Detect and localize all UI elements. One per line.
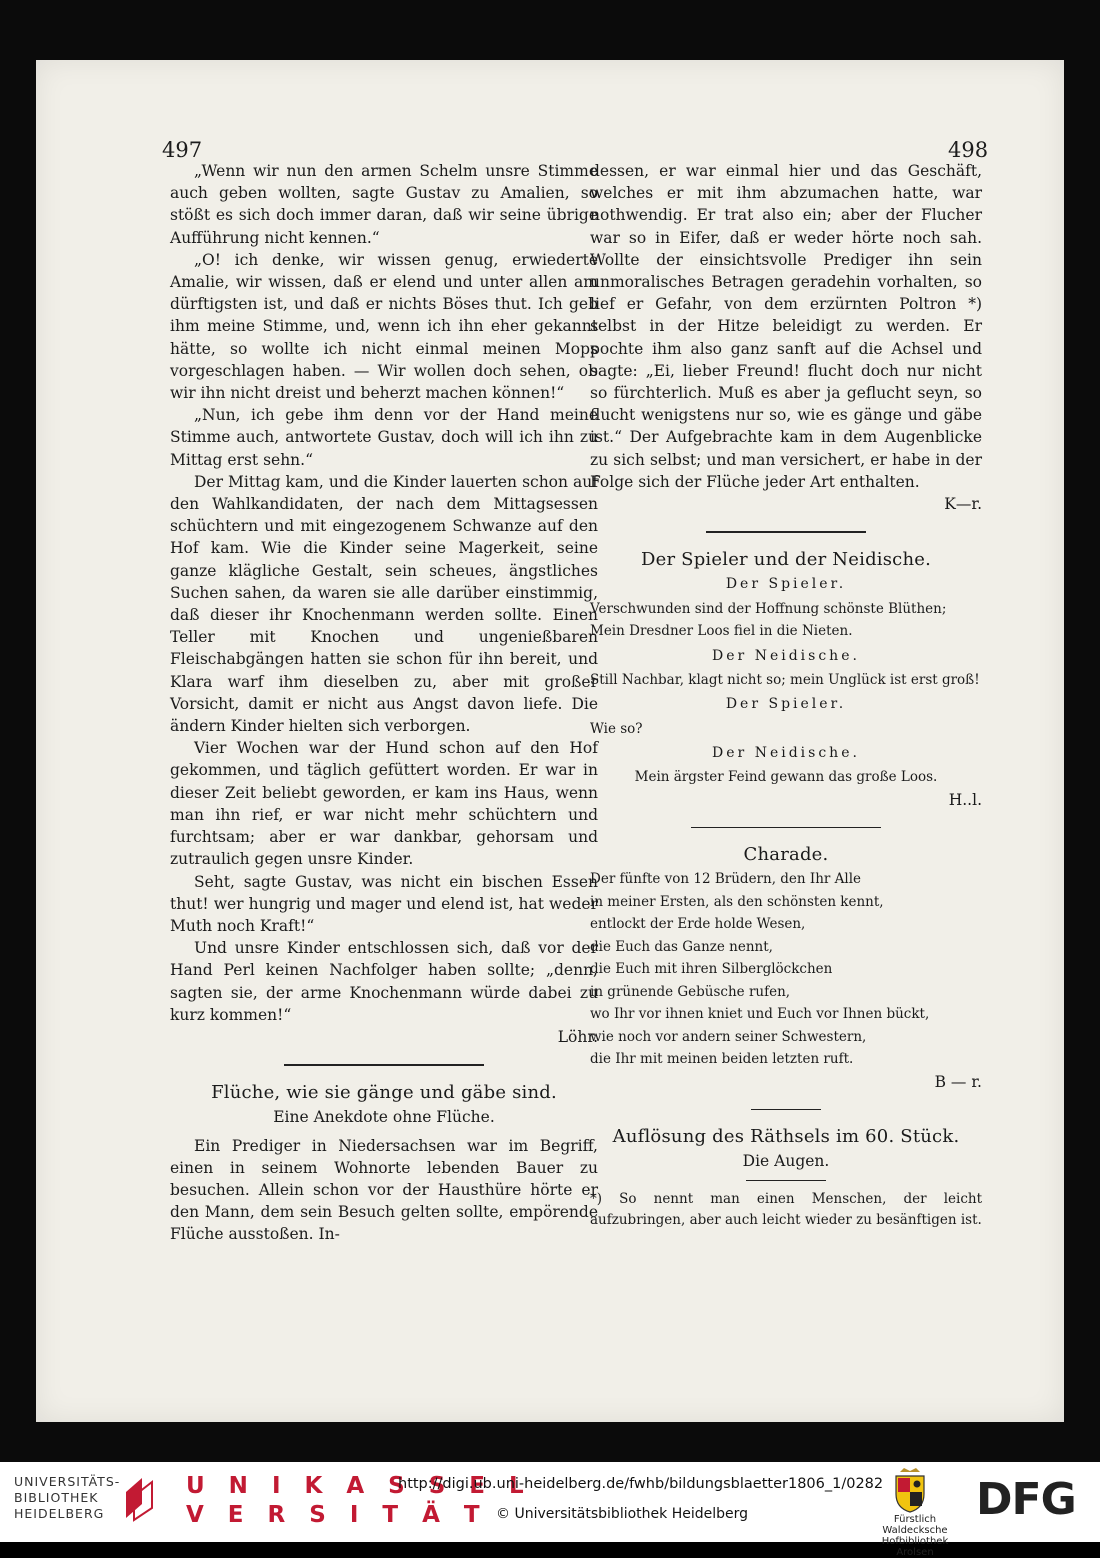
permalink-url[interactable]: http://digi.ub.uni-heidelberg.de/fwhb/bildungsblaetter1806_1/0282 xyxy=(398,1476,884,1492)
poem-line: in grünende Gebüsche rufen, xyxy=(590,983,791,1000)
arolsen-line: Hofbibliothek Arolsen xyxy=(881,1536,949,1558)
heidelberg-library-logo[interactable] xyxy=(14,1474,120,1522)
poem-line: Mein ärgster Feind gewann das große Loos. xyxy=(634,769,938,786)
section-subtitle: Eine Anekdote ohne Flüche. xyxy=(273,1108,495,1127)
poem-line: Der fünfte von 12 Brüdern, den Ihr Alle xyxy=(590,871,862,888)
arolsen-library-label xyxy=(862,1514,968,1558)
poem-line: die Ihr mit meinen beiden letzten ruft. xyxy=(590,1051,854,1068)
library-mark-icon xyxy=(122,1474,158,1522)
solution-answer: Die Augen. xyxy=(742,1152,830,1171)
author-signature: Löhr. xyxy=(557,1027,598,1046)
speaker-label: Der Spieler. xyxy=(725,696,847,713)
poem-line: Still Nachbar, klagt nicht so; mein Unglück ist erst groß! xyxy=(590,671,980,688)
author-signature: K—r. xyxy=(944,495,982,514)
poem-line: Wie so? xyxy=(590,720,643,737)
page-number-right: 498 xyxy=(948,138,989,162)
left-column xyxy=(170,160,598,1246)
poem-title: Der Spieler und der Neidische. xyxy=(640,549,932,571)
footnote-divider xyxy=(746,1180,826,1181)
solution-title: Auflösung des Räthsels im 60. Stück. xyxy=(612,1125,960,1147)
charade-title: Charade. xyxy=(743,843,829,865)
poem-line: Verschwunden sind der Hoffnung schönste Blüthen; xyxy=(590,600,947,617)
paragraph: dessen, er war einmal hier und das Geschäft, welches er mit ihm abzumachen hatte, war nothwendig. Er trat also ein; aber der Flucher war so in Eifer, daß er weder hörte noch sah. Wollte der einsichtsvolle Prediger ihn sein unmoralisches Betragen geradehin vorhalten, so lief er Gefahr, von dem erzürnten Poltron *) selbst in der Hitze beleidigt zu werden. Er pochte ihm also ganz sanft auf die Achsel und sagte: „Ei, lieber Freund! flucht doch nur nicht so fürchterlich. Muß es aber ja geflucht seyn, so flucht wenigstens nur so, wie es gänge und gäbe ist.“ Der Aufgebrachte kam in dem Augenblicke zu sich selbst; und man versichert, er habe in der Folge sich der Flüche jeder Art enthalten. xyxy=(590,162,982,491)
poem-line: wie noch vor andern seiner Schwestern, xyxy=(590,1028,867,1045)
paragraph: Vier Wochen war der Hund schon auf den Hof gekommen, und täglich gefüttert worden. Er war in dieser Zeit beliebt geworden, er kam ins Haus, wenn man ihn rief, er war nicht mehr schüchtern und furchtsam; aber er war dankbar, gehorsam und zutraulich gegen unsre Kinder. xyxy=(170,739,598,869)
section-divider xyxy=(751,1109,821,1110)
kassel-logo-top: U N I K A S S E L xyxy=(186,1473,532,1499)
poem-line: die Euch das Ganze nennt, xyxy=(590,938,773,955)
poem-line: wo Ihr vor ihnen kniet und Euch vor Ihnen bückt, xyxy=(590,1006,930,1023)
paragraph: Seht, sagte Gustav, was nicht ein bischen Essen thut! wer hungrig und mager und elend ist, hat weder Muth noch Kraft!“ xyxy=(170,872,598,935)
page-number-left: 497 xyxy=(162,138,203,162)
poem-line: Mein Dresdner Loos fiel in die Nieten. xyxy=(590,623,853,640)
speaker-label: Der Neidische. xyxy=(712,745,860,762)
paragraph: Der Mittag kam, und die Kinder lauerten schon auf den Wahlkandidaten, der nach dem Mittagsessen schüchtern und mit eingezogenem Schwanze auf den Hof kam. Wie die Kinder seine Magerkeit, seine ganze klägliche Gestalt, sein scheues, ängstliches Suchen sahen, da waren sie alle darüber einstimmig, daß dieser ihr Knochenmann werden sollte. Einen Teller mit Knochen und ungenießbaren Fleischabgängen hatten sie schon für ihn bereit, und Klara warf ihm dieselben zu, aber mit großer Vorsicht, damit er nicht aus Angst davon liefe. Die ändern Kinder hielten sich verborgen. xyxy=(170,472,598,736)
paragraph: Und unsre Kinder entschlossen sich, daß vor der Hand Perl keinen Nachfolger haben sollte; „denn, sagten sie, der arme Knochenmann würde dabei zu kurz kommen!“ xyxy=(170,939,598,1024)
dfg-logo[interactable]: DFG xyxy=(976,1474,1076,1525)
section-divider xyxy=(284,1064,484,1066)
copyright-notice: © Universitätsbibliothek Heidelberg xyxy=(496,1506,749,1522)
poem-line: entlockt der Erde holde Wesen, xyxy=(590,916,806,933)
section-divider xyxy=(706,531,866,533)
speaker-label: Der Spieler. xyxy=(725,576,847,593)
poem-line: die Euch mit ihren Silberglöckchen xyxy=(590,961,833,978)
library-name-line: BIBLIOTHEK xyxy=(14,1490,99,1505)
library-name-line: UNIVERSITÄTS- xyxy=(14,1474,121,1489)
speaker-label: Der Neidische. xyxy=(712,647,860,664)
paragraph: „O! ich denke, wir wissen genug, erwiederte Amalie, wir wissen, daß er elend und unter allen am dürftigsten ist, und daß er nichts Böses thut. Ich geb ihm meine Stimme, und, wenn ich ihn eher gekannt hätte, so wollte ich nicht einmal meinen Mops vorgeschlagen haben. — Wir wollen doch sehen, ob wir ihn nicht dreist und beherzt machen können!“ xyxy=(170,250,598,403)
viewer-footer xyxy=(0,1462,1100,1558)
section-divider xyxy=(691,827,881,828)
arolsen-line: Fürstlich Waldecksche xyxy=(882,1514,948,1536)
poem-line: in meiner Ersten, als den schönsten kennt, xyxy=(590,893,884,910)
kassel-logo-bottom: V E R S I T Ä T xyxy=(186,1502,488,1528)
paragraph: „Wenn wir nun den armen Schelm unsre Stimme auch geben wollten, sagte Gustav zu Amalien, so stößt es sich doch immer daran, daß wir seine übrige Aufführung nicht kennen.“ xyxy=(170,162,598,247)
right-column xyxy=(590,160,982,1231)
author-signature: B — r. xyxy=(934,1072,982,1091)
author-signature: H..l. xyxy=(948,790,982,809)
paragraph: Ein Prediger in Niedersachsen war im Begriff, einen in seinem Wohnorte lebenden Bauer zu besuchen. Allein schon vor der Hausthüre hörte er den Mann, dem sein Besuch gelten sollte, empörende Flüche ausstoßen. In- xyxy=(170,1136,598,1244)
paragraph: „Nun, ich gebe ihm denn vor der Hand meine Stimme auch, antwortete Gustav, doch will ich ihn zu Mittag erst sehn.“ xyxy=(170,406,598,469)
waldeck-crest-icon xyxy=(890,1466,930,1514)
library-name-line: HEIDELBERG xyxy=(14,1506,105,1521)
footnote: *) So nennt man einen Menschen, der leicht aufzubringen, aber auch leicht wieder zu besänftigen ist. xyxy=(590,1191,982,1229)
section-title: Flüche, wie sie gänge und gäbe sind. xyxy=(211,1082,557,1104)
